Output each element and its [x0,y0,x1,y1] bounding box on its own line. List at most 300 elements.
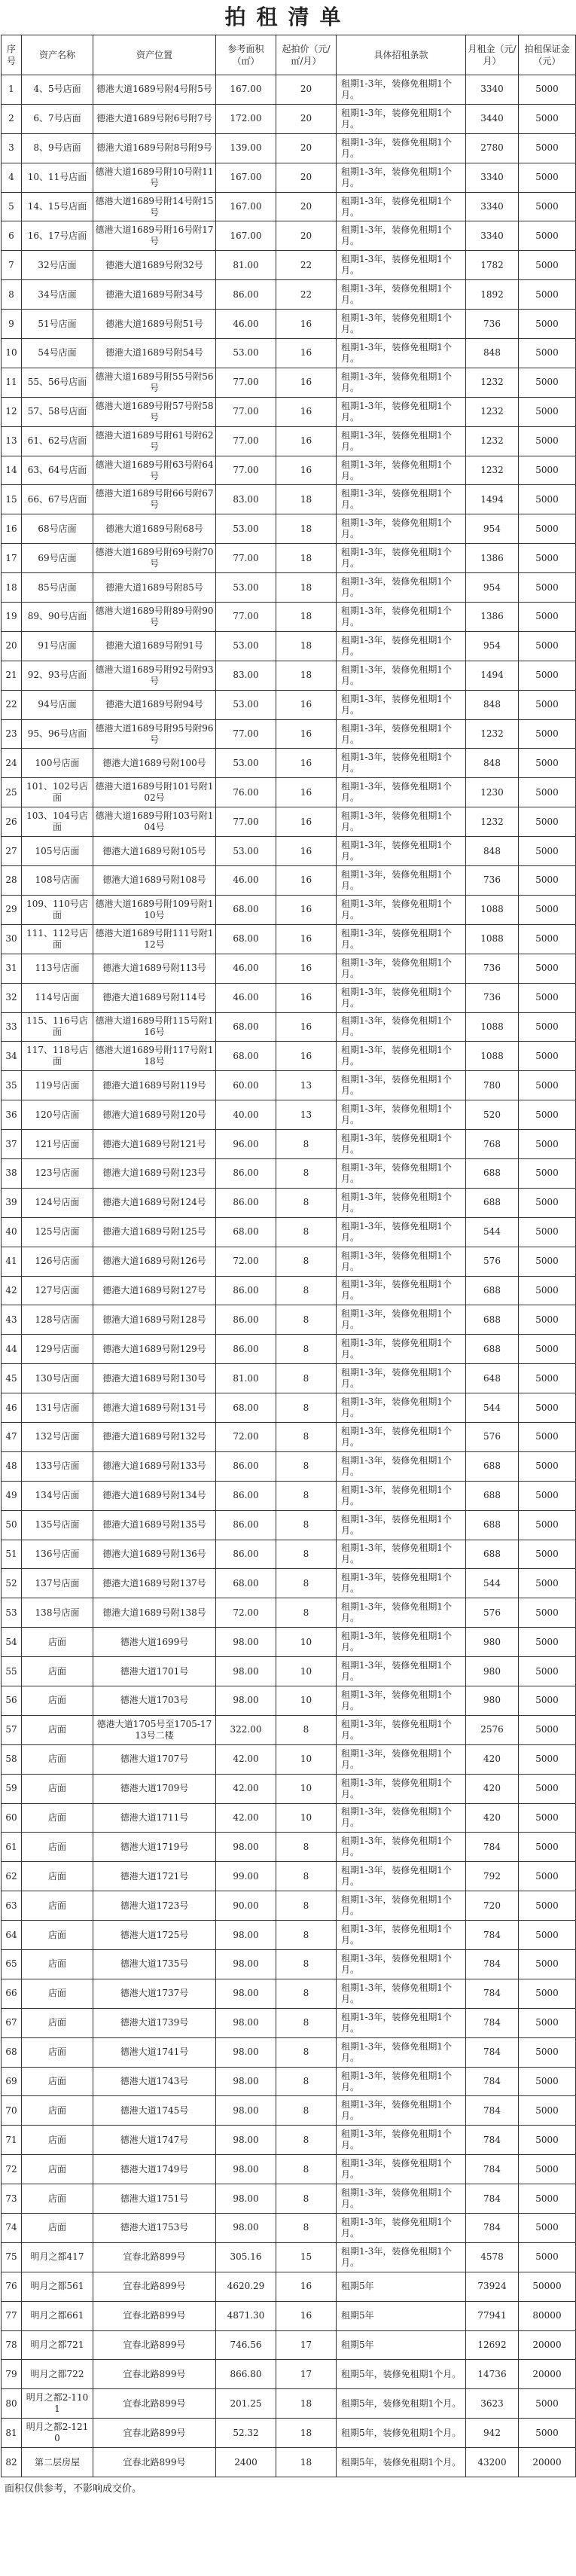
cell-area: 99.00 [216,1862,276,1891]
cell-monthly-rent: 1386 [466,603,519,632]
cell-location: 德港大道1689号附128号 [93,1305,216,1335]
cell-location: 德港大道1689号附89号附90号 [93,603,216,632]
cell-monthly-rent: 784 [466,1979,519,2008]
cell-monthly-rent: 688 [466,1158,519,1188]
cell-area: 83.00 [216,485,276,514]
cell-index: 33 [2,1012,22,1042]
cell-deposit: 5000 [519,603,576,632]
cell-location: 德港大道1725号 [93,1921,216,1950]
cell-area: 98.00 [216,2037,276,2067]
cell-area: 98.00 [216,1657,276,1686]
header-deposit: 拍租保证金（元） [519,35,576,75]
cell-deposit: 5000 [519,1510,576,1540]
table-row [2,2330,576,2360]
cell-location: 德港大道1741号 [93,2037,216,2067]
cell-asset-name: 店面 [22,1921,93,1950]
cell-terms: 租期1-3年，装修免租期1个月。 [337,104,466,133]
cell-area: 98.00 [216,1950,276,1979]
cell-terms: 租期1-3年，装修免租期1个月。 [337,280,466,310]
cell-index: 10 [2,339,22,368]
table-row [2,339,576,368]
table-row [2,1335,576,1364]
cell-deposit: 5000 [519,690,576,719]
cell-terms: 租期1-3年，装修免租期1个月。 [337,749,466,778]
cell-area: 77.00 [216,807,276,837]
cell-monthly-rent: 688 [466,1510,519,1540]
cell-deposit: 5000 [519,895,576,924]
cell-index: 56 [2,1686,22,1715]
cell-index: 26 [2,807,22,837]
cell-terms: 租期1-3年，装修免租期1个月。 [337,1598,466,1628]
cell-terms: 租期1-3年，装修免租期1个月。 [337,1276,466,1305]
cell-terms: 租期1-3年，装修免租期1个月。 [337,661,466,690]
cell-monthly-rent: 2780 [466,133,519,163]
cell-location: 德港大道1689号附137号 [93,1569,216,1598]
cell-start-price: 16 [276,2272,337,2301]
cell-index: 17 [2,544,22,573]
cell-start-price: 16 [276,690,337,719]
cell-terms: 租期1-3年，装修免租期1个月。 [337,866,466,896]
cell-monthly-rent: 1782 [466,251,519,280]
cell-terms: 租期1-3年，装修免租期1个月。 [337,2184,466,2214]
cell-start-price: 8 [276,2067,337,2096]
cell-terms: 租期1-3年，装修免租期1个月。 [337,456,466,485]
cell-deposit: 5000 [519,2155,576,2184]
table-row [2,1071,576,1100]
cell-start-price: 8 [276,2155,337,2184]
cell-area: 86.00 [216,1510,276,1540]
cell-asset-name: 91号店面 [22,631,93,661]
cell-asset-name: 明月之都561 [22,2272,93,2301]
cell-location: 德港大道1689号附113号 [93,954,216,983]
cell-area: 72.00 [216,1598,276,1628]
table-row [2,2008,576,2037]
cell-location: 德港大道1689号附127号 [93,1276,216,1305]
cell-location: 德港大道1689号附14号附15号 [93,192,216,221]
cell-deposit: 5000 [519,2037,576,2067]
cell-start-price: 10 [276,1628,337,1657]
cell-asset-name: 121号店面 [22,1130,93,1159]
cell-index: 76 [2,2272,22,2301]
table-row [2,1686,576,1715]
cell-area: 46.00 [216,310,276,339]
cell-terms: 租期5年，装修免租期1个月。 [337,2389,466,2419]
cell-asset-name: 店面 [22,1979,93,2008]
table-row [2,1130,576,1159]
cell-start-price: 16 [276,866,337,896]
cell-asset-name: 94号店面 [22,690,93,719]
table-row [2,1744,576,1774]
cell-location: 德港大道1689号附132号 [93,1422,216,1451]
cell-start-price: 16 [276,310,337,339]
cell-asset-name: 57、58号店面 [22,397,93,426]
cell-location: 德港大道1689号附109号附110号 [93,895,216,924]
cell-terms: 租期1-3年，装修免租期1个月。 [337,1451,466,1481]
cell-terms: 租期1-3年，装修免租期1个月。 [337,251,466,280]
cell-start-price: 16 [276,1012,337,1042]
cell-deposit: 20000 [519,2330,576,2360]
cell-location: 德港大道1689号附101号附102号 [93,778,216,807]
cell-location: 德港大道1689号附4号附5号 [93,75,216,105]
cell-index: 57 [2,1715,22,1744]
cell-terms: 租期1-3年，装修免租期1个月。 [337,1510,466,1540]
cell-deposit: 5000 [519,983,576,1012]
table-row [2,1774,576,1803]
cell-asset-name: 明月之都722 [22,2360,93,2389]
cell-area: 76.00 [216,778,276,807]
cell-asset-name: 69号店面 [22,544,93,573]
table-row [2,426,576,456]
cell-terms: 租期1-3年，装修免租期1个月。 [337,837,466,866]
cell-deposit: 5000 [519,1774,576,1803]
cell-location: 德港大道1723号 [93,1891,216,1921]
cell-start-price: 8 [276,1217,337,1247]
cell-start-price: 13 [276,1100,337,1130]
cell-asset-name: 129号店面 [22,1335,93,1364]
cell-deposit: 5000 [519,1715,576,1744]
cell-monthly-rent: 1230 [466,778,519,807]
cell-deposit: 5000 [519,1158,576,1188]
cell-start-price: 18 [276,573,337,603]
cell-start-price: 8 [276,1247,337,1276]
cell-start-price: 8 [276,1276,337,1305]
cell-terms: 租期1-3年，装修免租期1个月。 [337,1217,466,1247]
cell-monthly-rent: 784 [466,2214,519,2243]
cell-monthly-rent: 980 [466,1628,519,1657]
cell-index: 14 [2,456,22,485]
cell-monthly-rent: 980 [466,1657,519,1686]
cell-index: 18 [2,573,22,603]
cell-start-price: 16 [276,924,337,954]
cell-monthly-rent: 576 [466,1598,519,1628]
cell-monthly-rent: 1494 [466,661,519,690]
cell-location: 德港大道1689号附124号 [93,1188,216,1217]
cell-monthly-rent: 784 [466,2155,519,2184]
cell-deposit: 5000 [519,485,576,514]
cell-terms: 租期1-3年，装修免租期1个月。 [337,807,466,837]
cell-area: 167.00 [216,75,276,105]
cell-deposit: 50000 [519,2272,576,2301]
header-row [2,35,576,75]
rental-table [1,35,576,2477]
cell-area: 77.00 [216,426,276,456]
cell-location: 德港大道1749号 [93,2155,216,2184]
cell-monthly-rent: 736 [466,954,519,983]
cell-monthly-rent: 576 [466,1247,519,1276]
cell-index: 9 [2,310,22,339]
cell-index: 27 [2,837,22,866]
cell-deposit: 5000 [519,661,576,690]
cell-terms: 租期1-3年，装修免租期1个月。 [337,1628,466,1657]
cell-area: 86.00 [216,1276,276,1305]
cell-monthly-rent: 784 [466,2037,519,2067]
cell-location: 德港大道1721号 [93,1862,216,1891]
header-area: 参考面积（㎡） [216,35,276,75]
cell-asset-name: 126号店面 [22,1247,93,1276]
cell-terms: 租期1-3年，装修免租期1个月。 [337,1803,466,1833]
cell-deposit: 5000 [519,1833,576,1862]
table-row [2,1481,576,1510]
table-row [2,485,576,514]
cell-deposit: 5000 [519,1628,576,1657]
cell-location: 德港大道1689号附85号 [93,573,216,603]
cell-monthly-rent: 1088 [466,924,519,954]
cell-area: 98.00 [216,2096,276,2126]
cell-index: 13 [2,426,22,456]
cell-asset-name: 66、67号店面 [22,485,93,514]
cell-area: 77.00 [216,719,276,749]
cell-terms: 租期1-3年，装修免租期1个月。 [337,954,466,983]
cell-asset-name: 店面 [22,1891,93,1921]
cell-terms: 租期1-3年，装修免租期1个月。 [337,1833,466,1862]
cell-start-price: 18 [276,2419,337,2448]
cell-start-price: 8 [276,2214,337,2243]
cell-terms: 租期1-3年，装修免租期1个月。 [337,1012,466,1042]
table-row [2,1422,576,1451]
cell-start-price: 10 [276,1686,337,1715]
cell-index: 64 [2,1921,22,1950]
table-row [2,1628,576,1657]
cell-start-price: 8 [276,1715,337,1744]
cell-terms: 租期1-3年，装修免租期1个月。 [337,544,466,573]
cell-area: 167.00 [216,163,276,192]
cell-index: 59 [2,1774,22,1803]
cell-monthly-rent: 1232 [466,719,519,749]
cell-area: 53.00 [216,514,276,544]
cell-location: 宜春北路899号 [93,2330,216,2360]
cell-deposit: 5000 [519,1276,576,1305]
cell-location: 德港大道1689号附54号 [93,339,216,368]
cell-monthly-rent: 77941 [466,2301,519,2330]
cell-start-price: 8 [276,1950,337,1979]
cell-start-price: 16 [276,456,337,485]
cell-deposit: 5000 [519,1803,576,1833]
cell-area: 60.00 [216,1071,276,1100]
cell-location: 德港大道1689号附100号 [93,749,216,778]
cell-start-price: 8 [276,1921,337,1950]
cell-location: 德港大道1689号附138号 [93,1598,216,1628]
table-row [2,397,576,426]
cell-deposit: 5000 [519,221,576,251]
cell-monthly-rent: 720 [466,1891,519,1921]
cell-location: 德港大道1689号附125号 [93,1217,216,1247]
cell-asset-name: 店面 [22,1628,93,1657]
table-body [2,75,576,2477]
cell-deposit: 5000 [519,1451,576,1481]
cell-area: 98.00 [216,1686,276,1715]
cell-asset-name: 店面 [22,2008,93,2037]
cell-start-price: 16 [276,2301,337,2330]
cell-start-price: 16 [276,778,337,807]
cell-index: 78 [2,2330,22,2360]
cell-area: 72.00 [216,1422,276,1451]
cell-location: 宜春北路899号 [93,2419,216,2448]
cell-asset-name: 89、90号店面 [22,603,93,632]
cell-area: 98.00 [216,1921,276,1950]
cell-deposit: 5000 [519,1012,576,1042]
cell-asset-name: 明月之都2-1210 [22,2419,93,2448]
cell-monthly-rent: 792 [466,1862,519,1891]
cell-deposit: 5000 [519,368,576,397]
table-row [2,603,576,632]
cell-deposit: 5000 [519,1422,576,1451]
cell-start-price: 17 [276,2330,337,2360]
cell-deposit: 5000 [519,1393,576,1423]
cell-area: 46.00 [216,954,276,983]
cell-start-price: 16 [276,749,337,778]
cell-terms: 租期1-3年，装修免租期1个月。 [337,485,466,514]
cell-location: 德港大道1689号附105号 [93,837,216,866]
cell-terms: 租期1-3年，装修免租期1个月。 [337,163,466,192]
cell-index: 39 [2,1188,22,1217]
cell-asset-name: 店面 [22,1950,93,1979]
cell-index: 29 [2,895,22,924]
table-row [2,1803,576,1833]
table-row [2,807,576,837]
cell-terms: 租期1-3年，装修免租期1个月。 [337,2155,466,2184]
cell-start-price: 8 [276,2184,337,2214]
cell-terms: 租期1-3年，装修免租期1个月。 [337,1364,466,1393]
cell-start-price: 8 [276,1481,337,1510]
cell-deposit: 5000 [519,310,576,339]
cell-deposit: 5000 [519,1979,576,2008]
cell-monthly-rent: 1088 [466,1042,519,1071]
table-row [2,133,576,163]
cell-start-price: 8 [276,1422,337,1451]
table-row [2,2096,576,2126]
cell-index: 65 [2,1950,22,1979]
cell-monthly-rent: 1232 [466,456,519,485]
cell-index: 45 [2,1364,22,1393]
cell-asset-name: 店面 [22,1774,93,1803]
cell-terms: 租期1-3年，装修免租期1个月。 [337,1188,466,1217]
table-row [2,456,576,485]
cell-location: 德港大道1689号附34号 [93,280,216,310]
cell-location: 德港大道1689号附63号附64号 [93,456,216,485]
cell-area: 77.00 [216,397,276,426]
cell-start-price: 10 [276,1803,337,1833]
cell-index: 66 [2,1979,22,2008]
cell-deposit: 5000 [519,924,576,954]
cell-monthly-rent: 980 [466,1686,519,1715]
cell-asset-name: 120号店面 [22,1100,93,1130]
cell-deposit: 5000 [519,1540,576,1569]
cell-area: 4871.30 [216,2301,276,2330]
cell-monthly-rent: 73924 [466,2272,519,2301]
cell-deposit: 20000 [519,2360,576,2389]
cell-terms: 租期1-3年，装修免租期1个月。 [337,75,466,105]
cell-location: 德港大道1701号 [93,1657,216,1686]
cell-terms: 租期1-3年，装修免租期1个月。 [337,1393,466,1423]
cell-area: 68.00 [216,1569,276,1598]
cell-asset-name: 店面 [22,2067,93,2096]
table-row [2,1569,576,1598]
cell-asset-name: 117、118号店面 [22,1042,93,1071]
cell-area: 322.00 [216,1715,276,1744]
cell-area: 81.00 [216,1364,276,1393]
cell-location: 德港大道1689号附92号附93号 [93,661,216,690]
cell-start-price: 18 [276,514,337,544]
table-row [2,983,576,1012]
cell-terms: 租期1-3年，装修免租期1个月。 [337,924,466,954]
table-row [2,1012,576,1042]
cell-index: 6 [2,221,22,251]
table-row [2,1188,576,1217]
cell-deposit: 5000 [519,1891,576,1921]
cell-location: 德港大道1745号 [93,2096,216,2126]
cell-area: 42.00 [216,1803,276,1833]
cell-area: 53.00 [216,339,276,368]
cell-start-price: 17 [276,2360,337,2389]
table-row [2,1276,576,1305]
cell-terms: 租期1-3年，装修免租期1个月。 [337,1921,466,1950]
cell-deposit: 5000 [519,163,576,192]
cell-start-price: 16 [276,368,337,397]
cell-area: 167.00 [216,221,276,251]
table-row [2,2126,576,2155]
cell-index: 36 [2,1100,22,1130]
cell-start-price: 18 [276,485,337,514]
cell-monthly-rent: 688 [466,1305,519,1335]
cell-terms: 租期1-3年，装修免租期1个月。 [337,514,466,544]
cell-area: 53.00 [216,837,276,866]
table-row [2,661,576,690]
table-row [2,1042,576,1071]
cell-area: 2400 [216,2448,276,2477]
table-row [2,1979,576,2008]
cell-deposit: 5000 [519,1247,576,1276]
cell-index: 77 [2,2301,22,2330]
cell-monthly-rent: 420 [466,1774,519,1803]
cell-location: 宜春北路899号 [93,2389,216,2419]
cell-asset-name: 61、62号店面 [22,426,93,456]
cell-index: 70 [2,2096,22,2126]
cell-asset-name: 127号店面 [22,1276,93,1305]
cell-location: 德港大道1719号 [93,1833,216,1862]
cell-location: 德港大道1689号附57号附58号 [93,397,216,426]
cell-asset-name: 店面 [22,1686,93,1715]
cell-location: 德港大道1689号附51号 [93,310,216,339]
cell-start-price: 15 [276,2242,337,2272]
cell-asset-name: 8、9号店面 [22,133,93,163]
cell-index: 41 [2,1247,22,1276]
cell-location: 德港大道1739号 [93,2008,216,2037]
cell-start-price: 20 [276,104,337,133]
cell-location: 德港大道1711号 [93,1803,216,1833]
cell-deposit: 5000 [519,719,576,749]
cell-area: 98.00 [216,1979,276,2008]
cell-monthly-rent: 954 [466,631,519,661]
cell-location: 德港大道1689号附114号 [93,983,216,1012]
cell-area: 98.00 [216,2126,276,2155]
cell-deposit: 5000 [519,2008,576,2037]
table-row [2,1540,576,1569]
cell-terms: 租期5年，装修免租期1个月。 [337,2360,466,2389]
cell-area: 68.00 [216,924,276,954]
cell-index: 43 [2,1305,22,1335]
header-location: 资产位置 [93,35,216,75]
cell-deposit: 5000 [519,1364,576,1393]
cell-index: 71 [2,2126,22,2155]
cell-index: 82 [2,2448,22,2477]
cell-area: 52.32 [216,2419,276,2448]
cell-index: 15 [2,485,22,514]
cell-start-price: 16 [276,397,337,426]
table-row [2,368,576,397]
cell-location: 德港大道1689号附115号附116号 [93,1012,216,1042]
cell-location: 德港大道1689号附117号附118号 [93,1042,216,1071]
cell-terms: 租期1-3年，装修免租期1个月。 [337,397,466,426]
